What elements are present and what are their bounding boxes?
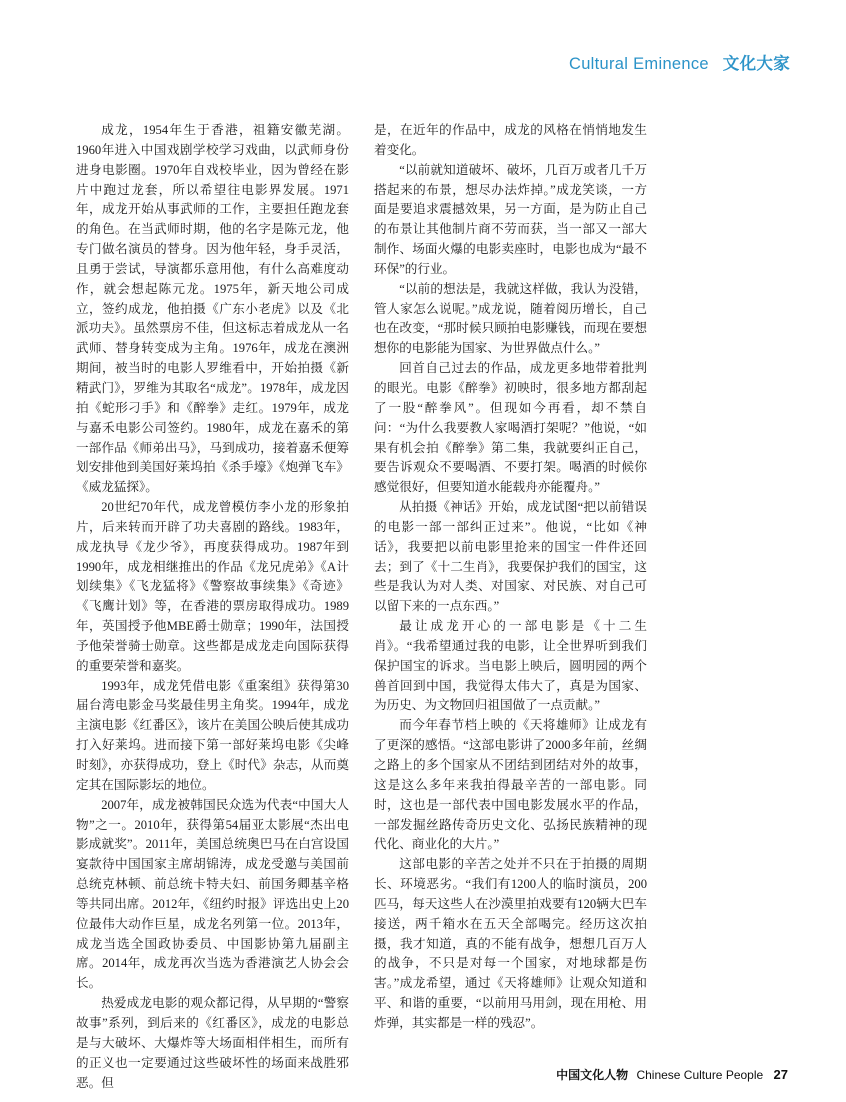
- paragraph: 最让成龙开心的一部电影是《十二生肖》。“我希望通过我的电影，让全世界听到我们保护国宝的诉求。当电影上映后，圆明园的两个兽首回到中国，我觉得太伟大了，真是为国家、为历史、为文物回归祖国做了一点贡献。”: [374, 619, 647, 713]
- paragraph: 从拍摄《神话》开始，成龙试图“把以前错误的电影一部一部纠正过来”。他说，“比如《神话》，我要把以前电影里抢来的国宝一件件还回去；到了《十二生肖》，我要保护我们的国宝，这些是我认为对人类、对国家、对民族、对自己可以留下来的一点东西。”: [374, 500, 647, 614]
- paragraph: 1993年，成龙凭借电影《重案组》获得第30届台湾电影金马奖最佳男主角奖。1994年，成龙主演电影《红番区》，该片在美国公映后使其成功打入好莱坞。进而接下第一部好莱坞电影《尖峰时刻》，亦获得成功，登上《时代》杂志，从而奠定其在国际影坛的地位。: [76, 678, 349, 792]
- page-footer: [556, 1066, 788, 1083]
- paragraph: 这部电影的辛苦之处并不只在于拍摄的周期长、环境恶劣。“我们有1200人的临时演员，200匹马，每天这些人在沙漠里拍戏要有120辆大巴车接送，两千箱水在五天全部喝完。经历这次拍摄，我才知道，真的不能有战争，想想几百万人的战争，不只是对每一个国家，对地球都是伤害。”成龙希望，通过《天将雄师》让观众知道和平、和谐的重要，“以前用马用剑，现在用枪、用炸弹，其实都是一样的残忍”。: [374, 857, 647, 1030]
- paragraph: “以前就知道破坏、破坏，几百万或者几千万搭起来的布景，想尽办法炸掉。”成龙笑谈，一方面是要追求震撼效果，另一方面，是为防止自己的布景让其他制片商不劳而获，当一部又一部大制作、场面火爆的电影卖座时，电影也成为“最不环保”的行业。: [374, 162, 647, 276]
- paragraph: 是，在近年的作品中，成龙的风格在悄悄地发生着变化。: [374, 123, 647, 157]
- paragraph: 热爱成龙电影的观众都记得，从早期的“警察故事”系列，到后来的《红番区》，成龙的电影总是与大破坏、大爆炸等大场面相伴相生，而所有的正义也一定要通过这些破坏性的场面来战胜邪恶。但: [76, 996, 349, 1090]
- article-body: [76, 121, 647, 1093]
- section-header-chinese: 文化大家: [722, 55, 790, 73]
- paragraph: 2007年，成龙被韩国民众选为代表“中国大人物”之一。2010年，获得第54届亚太影展“杰出电影成就奖”。2011年，美国总统奥巴马在白宫设国宴款待中国国家主席胡锦涛，成龙受邀与美国前总统克林顿、前总统卡特夫妇、前国务卿基辛格等共同出席。2012年，《纽约时报》评选出史上20位最伟大动作巨星，成龙名列第一位。2013年，成龙当选全国政协委员、中国影协第九届副主席。2014年，成龙再次当选为香港演艺人协会会长。: [76, 797, 349, 991]
- paragraph: “以前的想法是，我就这样做，我认为没错，管人家怎么说呢。”成龙说，随着阅历增长，自己也在改变，“那时候只顾拍电影赚钱，而现在要想想你的电影能为国家、为世界做点什么。”: [374, 281, 647, 356]
- article-right-column: [374, 121, 647, 1093]
- footer-page-number: 27: [773, 1067, 788, 1082]
- paragraph: 回首自己过去的作品，成龙更多地带着批判的眼光。电影《醉拳》初映时，很多地方都刮起了一股“醉拳风”。但现如今再看，却不禁自问：“为什么我要教人家喝酒打架呢？”他说，“如果有机会拍《醉拳》第二集，我就要纠正自己，要告诉观众不要喝酒、不要打架。喝酒的时候你感觉很好，但要知道水能载舟亦能覆舟。”: [374, 361, 647, 495]
- article-left-column: [76, 121, 349, 1093]
- paragraph: 成龙，1954年生于香港，祖籍安徽芜湖。1960年进入中国戏剧学校学习戏曲，以武师身份进身电影圈。1970年自戏校毕业，因为曾经在影片中跑过龙套，所以希望往电影界发展。1971年，成龙开始从事武师的工作，主要担任跑龙套的角色。在当武师时期，他的名字是陈元龙，他专门做名演员的替身。因为他年轻，身手灵活，且勇于尝试，导演都乐意用他，有什么高难度动作，就会想起陈元龙。1975年，新天地公司成立，签约成龙，他拍摄《广东小老虎》以及《北派功夫》。虽然票房不佳，但这标志着成龙从一名武师、替身转变成为主角。1976年，成龙在澳洲期间，被当时的电影人罗维看中，开始拍摄《新精武门》，罗维为其取名“成龙”。1978年，成龙因拍《蛇形刁手》和《醉拳》走红。1979年，成龙与嘉禾电影公司签约。1980年，成龙在嘉禾的第一部作品《师弟出马》，马到成功，接着嘉禾便筹划安排他到美国好莱坞拍《杀手壕》《炮弹飞车》《威龙猛探》。: [76, 123, 349, 495]
- paragraph: 而今年春节档上映的《天将雄师》让成龙有了更深的感悟。“这部电影讲了2000多年前，丝绸之路上的多个国家从不团结到团结对外的故事，这是这么多年来我拍得最辛苦的一部电影。同时，这也是一部代表中国电影发展水平的作品，一部发掘丝路传奇历史文化、弘扬民族精神的现代化、商业化的大片。”: [374, 718, 647, 852]
- section-header-english: Cultural Eminence: [568, 55, 709, 73]
- paragraph: 20世纪70年代，成龙曾模仿李小龙的形象拍片，后来转而开辟了功夫喜剧的路线。1983年，成龙执导《龙少爷》，再度获得成功。1987年到1990年，成龙相继推出的作品《龙兄虎弟》《A计划续集》《飞龙猛将》《警察故事续集》《奇迹》《飞鹰计划》等，在香港的票房取得成功。1989年，英国授予他MBE爵士勋章；1990年，法国授予他荣誉骑士勋章。这些都是成龙走向国际获得的重要荣誉和嘉奖。: [76, 500, 349, 673]
- section-header: [569, 50, 790, 74]
- footer-journal-name-english: Chinese Culture People: [636, 1068, 764, 1082]
- footer-journal-name-chinese: 中国文化人物: [556, 1068, 629, 1082]
